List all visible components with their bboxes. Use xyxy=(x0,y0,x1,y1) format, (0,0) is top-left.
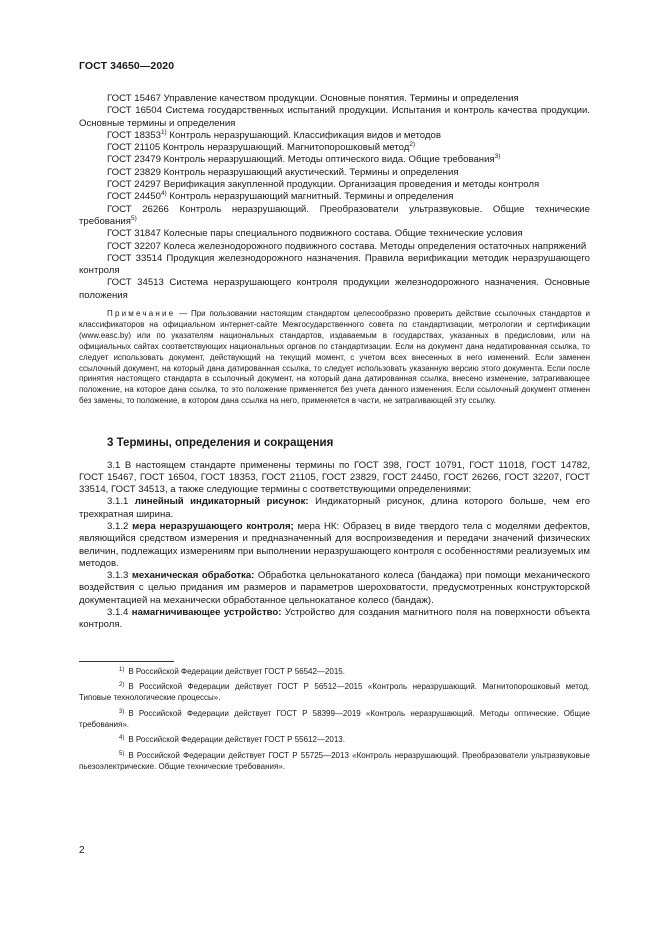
reference-text: Контроль неразрушающий магнитный. Термины и определения xyxy=(166,191,454,203)
reference-item xyxy=(79,167,590,179)
term-text: Устройство для создания магнитного поля на поверхности объекта контроля. xyxy=(79,607,590,631)
footnote-marker: 2) xyxy=(409,141,416,149)
term-name: механическая обработка: xyxy=(131,570,255,582)
footnote-text: В Российской Федерации действует ГОСТ Р 55725—2013 «Контроль неразрушающий. Преобразователи ультразвуковые пьезоэлектрические. Общие технические требования». xyxy=(79,750,590,771)
footnote-marker: 3) xyxy=(494,153,501,161)
reference-text: Контроль неразрушающий. Классификация видов и методов xyxy=(166,129,441,141)
term-name: намагничивающее устройство: xyxy=(131,607,282,619)
term-number: 3.1.4 xyxy=(107,607,129,619)
reference-text: ГОСТ 32207 Колеса железнодорожного подвижного состава. Методы определения остаточных напряжений xyxy=(107,240,587,252)
footnote-marker: 4) xyxy=(160,190,167,198)
footnote-mark: 2) xyxy=(119,682,125,689)
term-definition xyxy=(79,521,590,570)
normative-references-list xyxy=(79,93,590,302)
term-name: линейный индикаторный рисунок: xyxy=(134,496,309,508)
footnote-mark: 5) xyxy=(119,750,125,757)
footnote xyxy=(79,681,590,703)
term-number: 3.1.1 xyxy=(107,496,129,508)
reference-item xyxy=(79,154,590,166)
reference-item xyxy=(79,105,590,130)
reference-text: ГОСТ 21105 Контроль неразрушающий. Магнитопорошковый метод xyxy=(107,142,410,154)
section-intro: 3.1 В настоящем стандарте применены термины по ГОСТ 398, ГОСТ 10791, ГОСТ 11018, ГОСТ 14782, ГОСТ 15467, ГОСТ 16504, ГОСТ 18353, ГОСТ 21105, ГОСТ 23829, ГОСТ 24450, ГОСТ 26266, ГОСТ 32207, ГОСТ 33514, ГОСТ 34513, а также следующие термины с соответствующими определениями: xyxy=(79,459,590,496)
terms-list xyxy=(79,496,590,631)
reference-item xyxy=(79,277,590,302)
footnote xyxy=(79,666,590,677)
reference-text: ГОСТ 24450 xyxy=(107,191,161,203)
term-name: мера неразрушающего контроля; xyxy=(132,520,294,532)
term-text: Индикаторный рисунок, длина которого больше, чем его трехкратная ширина. xyxy=(79,496,590,520)
footnote-mark: 3) xyxy=(119,708,125,715)
footnote xyxy=(79,750,590,772)
footnote-marker: 5) xyxy=(130,214,137,222)
page-header-title: ГОСТ 34650—2020 xyxy=(79,60,175,72)
footnote-text: В Российской Федерации действует ГОСТ Р 58399—2019 «Контроль неразрушающий. Методы оптические. Общие требования». xyxy=(79,708,590,729)
note-text: — При пользовании настоящим стандартом целесообразно проверить действие ссылочных стандартов и классификаторов на официальном интернет-сайте Межгосударственного совета по стандартизации, метрологии и сертификации (www.easc.by) или по указателям национальных стандартов, издаваемым в государствах, указанных в предисловии, или на официальных сайтах соответствующих национальных органов по стандартизации. Если на документ дана недатированная ссылка, то следует использовать документ, действующий на текущий момент, с учетом всех внесенных в него изменений. Если заменен ссылочный документ, на который дана датированная ссылка, то следует использовать указанную версию этого документа. Если после принятия настоящего стандарта в ссылочный документ, на который дана датированная ссылка, внесено изменение, затрагивающее положение, на которое дана ссылка, то это положение применяется без учета данного изменения. Если ссылочный документ отменен без замены, то положение, в котором дана ссылка на него, применяется в части, не затрагивающей эту ссылку. xyxy=(79,309,590,406)
reference-text: ГОСТ 23829 Контроль неразрушающий акустический. Термины и определения xyxy=(107,166,459,178)
reference-item xyxy=(79,179,590,191)
reference-item xyxy=(79,93,590,105)
reference-item xyxy=(79,130,590,142)
footnote-text: В Российской Федерации действует ГОСТ Р 55612—2013. xyxy=(128,735,345,745)
reference-text: ГОСТ 31847 Колесные пары специального подвижного состава. Общие технические условия xyxy=(107,228,523,240)
reference-item xyxy=(79,142,590,154)
footnote xyxy=(79,734,590,745)
reference-text: ГОСТ 33514 Продукция железнодорожного назначения. Правила верификации методик неразрушающего контроля xyxy=(79,252,590,277)
footnote-text: В Российской Федерации действует ГОСТ Р 56542—2015. xyxy=(128,666,345,676)
reference-item xyxy=(79,228,590,240)
term-definition xyxy=(79,496,590,521)
reference-text: ГОСТ 23479 Контроль неразрушающий. Методы оптического вида. Общие требования xyxy=(107,154,495,166)
reference-text: ГОСТ 34513 Система неразрушающего контроля продукции железнодорожного назначения. Основные положения xyxy=(79,277,590,301)
document-body xyxy=(79,93,590,776)
reference-text: ГОСТ 15467 Управление качеством продукции. Основные понятия. Термины и определения xyxy=(107,93,519,104)
footnote-mark: 4) xyxy=(119,735,125,742)
reference-text: ГОСТ 16504 Система государственных испытаний продукции. Испытания и контроль качества продукции. Основные термины и определения xyxy=(79,105,590,129)
reference-item xyxy=(79,253,590,278)
footnotes-list xyxy=(79,666,590,772)
term-number: 3.1.2 xyxy=(107,520,129,532)
footnote-mark: 1) xyxy=(119,666,125,673)
term-definition xyxy=(79,570,590,607)
reference-text: ГОСТ 26266 Контроль неразрушающий. Преобразователи ультразвуковые. Общие технические требования xyxy=(79,203,590,227)
term-text: мера НК: Образец в виде твердого тела с моделями дефектов, являющийся средством измерения и предназначенный для воспроизведения и передачи значений физических величин, подлежащих измерениям при выполнении неразрушающего контроля с особенностями реализуемых им методов. xyxy=(79,520,590,569)
note-label: Примечание xyxy=(107,309,176,319)
reference-item xyxy=(79,241,590,253)
section-heading: 3 Термины, определения и сокращения xyxy=(107,437,334,450)
footnote-divider xyxy=(79,661,174,662)
term-number: 3.1.3 xyxy=(107,570,129,582)
reference-item xyxy=(79,204,590,229)
reference-text: ГОСТ 24297 Верификация закупленной продукции. Организация проведения и методы контроля xyxy=(107,179,540,191)
reference-item xyxy=(79,191,590,203)
term-definition xyxy=(79,607,590,632)
note-paragraph xyxy=(79,309,590,407)
reference-text: ГОСТ 18353 xyxy=(107,129,161,141)
term-text: Обработка цельнокатаного колеса (бандажа) при помощи механического воздействия с целью придания им размеров и параметров шероховатости, предусмотренных конструкторской документацией на механически обработанное цельнокатаное колесо (бандаж). xyxy=(79,570,591,606)
footnote-text: В Российской Федерации действует ГОСТ Р 56512—2015 «Контроль неразрушающий. Магнитопорошковый метод. Типовые технологические процессы». xyxy=(79,682,590,703)
footnote-marker: 1) xyxy=(160,128,167,136)
page-number: 2 xyxy=(79,845,85,856)
footnote xyxy=(79,708,590,730)
